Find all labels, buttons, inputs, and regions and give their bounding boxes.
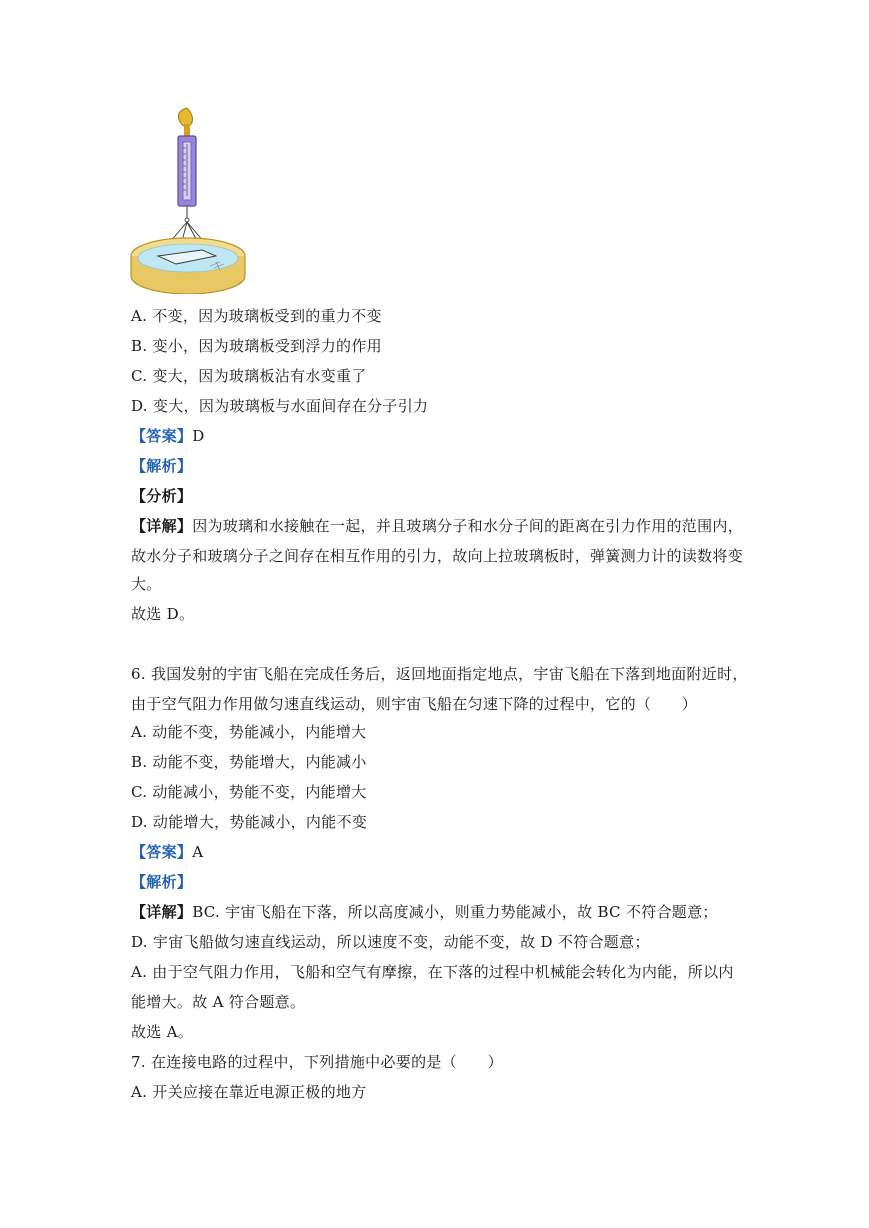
detail-tag: 【详解】 <box>131 517 193 535</box>
q6-detail-line-2: D. 宇宙飞船做匀速直线运动，所以速度不变，动能不变，故 D 不符合题意； <box>131 933 650 951</box>
q6-option-c: C. 动能减小，势能不变，内能增大 <box>131 783 367 801</box>
q6-option-a: A. 动能不变，势能减小，内能增大 <box>131 723 367 741</box>
q6-conclusion: 故选 A。 <box>131 1023 194 1041</box>
answer-value: A <box>192 843 204 861</box>
q5-option-a: A. 不变，因为玻璃板受到的重力不变 <box>131 307 382 325</box>
q6-stem-line-1: 6. 我国发射的宇宙飞船在完成任务后，返回地面指定地点，宇宙飞船在下落到地面附近时， <box>131 665 748 683</box>
q5-option-d: D. 变大，因为玻璃板与水面间存在分子引力 <box>131 397 429 415</box>
q6-stem-line-2: 由于空气阻力作用做匀速直线运动，则宇宙飞船在匀速下降的过程中，它的（ ） <box>131 695 698 713</box>
q6-option-d: D. 动能增大，势能减小，内能不变 <box>131 813 368 831</box>
q6-detail-line-1 <box>131 902 718 922</box>
analysis-tag: 【解析】 <box>131 457 193 475</box>
q5-conclusion: 故选 D。 <box>131 605 195 623</box>
q6-detail-line-4: 能增大。故 A 符合题意。 <box>131 993 306 1011</box>
fenxi-tag: 【分析】 <box>131 487 193 505</box>
answer-tag: 【答案】 <box>131 427 193 445</box>
spring-scale-glass-plate-icon <box>128 104 250 294</box>
q7-stem: 7. 在连接电路的过程中，下列措施中必要的是（ ） <box>131 1053 503 1071</box>
q5-option-c: C. 变大，因为玻璃板沾有水变重了 <box>131 367 367 385</box>
answer-value: D <box>192 427 205 445</box>
q5-detail-line-2: 故水分子和玻璃分子之间存在相互作用的引力，故向上拉玻璃板时，弹簧测力计的读数将变 <box>131 547 744 565</box>
q5-detail-line-3: 大。 <box>131 575 162 593</box>
q6-option-b: B. 动能不变，势能增大，内能减小 <box>131 753 367 771</box>
q5-detail-line-1 <box>131 516 743 536</box>
q6-detail-line-3: A. 由于空气阻力作用，飞船和空气有摩擦，在下落的过程中机械能会转化为内能，所以内 <box>131 963 734 981</box>
detail-text: BC. 宇宙飞船在下落，所以高度减小，则重力势能减小，故 BC 不符合题意； <box>192 903 718 921</box>
detail-tag: 【详解】 <box>131 903 193 921</box>
q5-answer-line <box>131 426 205 446</box>
q6-answer-line <box>131 842 203 862</box>
q5-option-b: B. 变小，因为玻璃板受到浮力的作用 <box>131 337 382 355</box>
q7-option-a: A. 开关应接在靠近电源正极的地方 <box>131 1083 367 1101</box>
answer-tag: 【答案】 <box>131 843 193 861</box>
detail-text: 因为玻璃和水接触在一起，并且玻璃分子和水分子间的距离在引力作用的范围内， <box>192 517 744 535</box>
analysis-tag: 【解析】 <box>131 873 193 891</box>
